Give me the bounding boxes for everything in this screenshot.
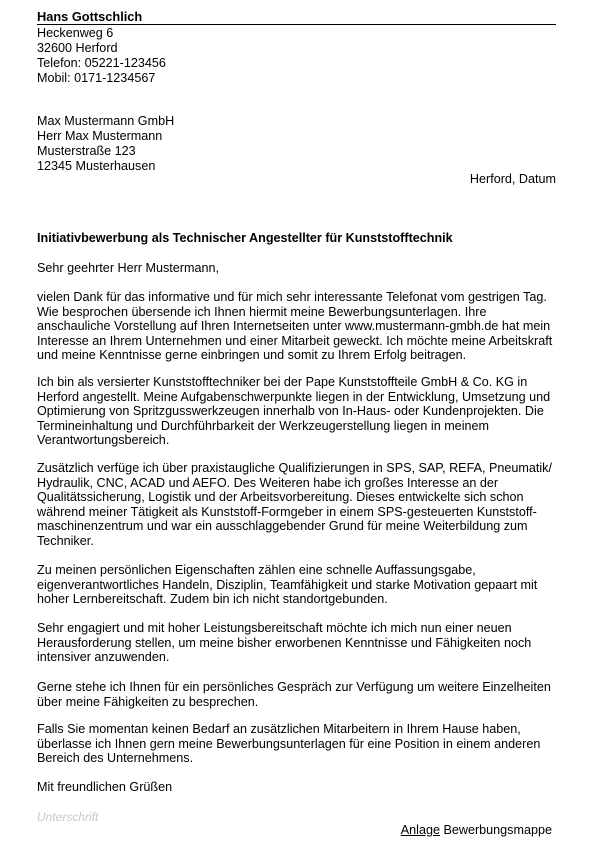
paragraph-line: Herausforderung stellen, um meine bisher erworbenen Kenntnisse und Fähigkeiten noch (37, 635, 532, 650)
paragraph-line: Termineinhaltung und Durchführbarkeit der Werkzeugerstellung liegen in meinem (37, 418, 489, 433)
signature-placeholder: Unterschrift (37, 810, 99, 824)
paragraph-line: hoher Lernbereitschaft. Zudem bin ich nicht standortgebunden. (37, 592, 388, 607)
paragraph (37, 722, 562, 766)
paragraph (37, 680, 562, 709)
sender-phone: Telefon: 05221-123456 (37, 56, 166, 70)
paragraph-line: Hydraulik, CNC, ACAD und AEFO. Des Weiteren habe ich großes Interesse an der (37, 475, 499, 490)
paragraph-line: intensiver anzuwenden. (37, 650, 170, 665)
paragraph-line: Bereich des Unternehmens. (37, 751, 194, 766)
subject-line: Initiativbewerbung als Technischer Angestellter für Kunststofftechnik (37, 231, 453, 245)
paragraph-line: maschinenzentrum und war ein ausschlaggebender Grund für meine Weiterbildung zum (37, 519, 528, 534)
paragraph-line: eigenverantwortliches Handeln, Disziplin, Teamfähigkeit und starke Motivation gepaart mit (37, 577, 538, 592)
paragraph-line: Wie besprochen übersende ich Ihnen hiermit meine Bewerbungsunterlagen. Ihre (37, 304, 487, 319)
attachment-label: Anlage (400, 823, 440, 837)
recipient-address (37, 114, 174, 174)
salutation: Sehr geehrter Herr Mustermann, (37, 261, 219, 275)
sender-divider (37, 24, 556, 25)
paragraph-line: vielen Dank für das informative und für mich sehr interessante Telefonat vom gestrigen Tag. (37, 290, 547, 304)
paragraph (37, 461, 562, 549)
paragraph-line: über meine Fähigkeiten zu besprechen. (37, 694, 259, 709)
paragraph-line: Interesse an Ihrem Unternehmen und einer Mitarbeit geweckt. Ich möchte meine Arbeitskraft (37, 333, 553, 348)
sender-name: Hans Gottschlich (37, 9, 143, 24)
sender-address (37, 26, 166, 86)
paragraph-line: und meine Kenntnisse gerne einbringen und somit zu Ihrem Erfolg beitragen. (37, 348, 467, 363)
paragraph-line: Optimierung von Spritzgusswerkzeugen innerhalb von In-Haus- oder Kundenprojekten. Die (37, 404, 544, 419)
attachment-note (401, 823, 552, 838)
sender-street: Heckenweg 6 (37, 26, 114, 40)
recipient-company: Max Mustermann GmbH (37, 114, 175, 128)
paragraph (37, 375, 562, 448)
paragraph-line: Zu meinen persönlichen Eigenschaften zählen eine schnelle Auffassungsgabe, (37, 563, 476, 577)
paragraph-line: überlasse ich Ihnen gern meine Bewerbungsunterlagen für eine Position in einem anderen (37, 736, 541, 751)
sender-mobile: Mobil: 0171-1234567 (37, 71, 156, 85)
paragraph-line: Gerne stehe ich Ihnen für ein persönliches Gespräch zur Verfügung um weitere Einzelheiten (37, 680, 551, 694)
paragraph-line: anschauliche Vorstellung auf Ihren Internetseiten unter www.mustermann-gmbh.de hat mein (37, 319, 551, 334)
paragraph-line: Herford angestellt. Meine Aufgabenschwerpunkte liegen in der Entwicklung, Umsetzung und (37, 389, 551, 404)
attachment-text: Bewerbungsmappe (443, 823, 552, 837)
recipient-city: 12345 Musterhausen (37, 159, 156, 173)
paragraph-line: Qualitätssicherung, Logistik und der Arbeitsvorbereitung. Dieses entwickelte sich schon (37, 490, 524, 505)
sender-city: 32600 Herford (37, 41, 118, 55)
paragraph (37, 621, 562, 665)
paragraph-line: Verantwortungsbereich. (37, 433, 170, 448)
paragraph (37, 290, 562, 363)
paragraph-line: Techniker. (37, 533, 94, 548)
paragraph (37, 563, 562, 607)
recipient-street: Musterstraße 123 (37, 144, 136, 158)
paragraph-line: während meiner Tätigkeit als Kunststoff-Formgeber in einem SPS-gesteuerten Kunststoff- (37, 504, 537, 519)
closing: Mit freundlichen Grüßen (37, 780, 173, 794)
place-date: Herford, Datum (469, 172, 556, 186)
paragraph-line: Ich bin als versierter Kunststofftechniker bei der Pape Kunststoffteile GmbH & Co. KG in (37, 375, 528, 389)
paragraph-line: Falls Sie momentan keinen Bedarf an zusätzlichen Mitarbeitern in Ihrem Hause haben, (37, 722, 521, 736)
recipient-person: Herr Max Mustermann (37, 129, 163, 143)
paragraph-line: Sehr engagiert und mit hoher Leistungsbereitschaft möchte ich mich nun einer neuen (37, 621, 512, 635)
paragraph-line: Zusätzlich verfüge ich über praxistaugliche Qualifizierungen in SPS, SAP, REFA, Pneumatik/ (37, 461, 552, 475)
